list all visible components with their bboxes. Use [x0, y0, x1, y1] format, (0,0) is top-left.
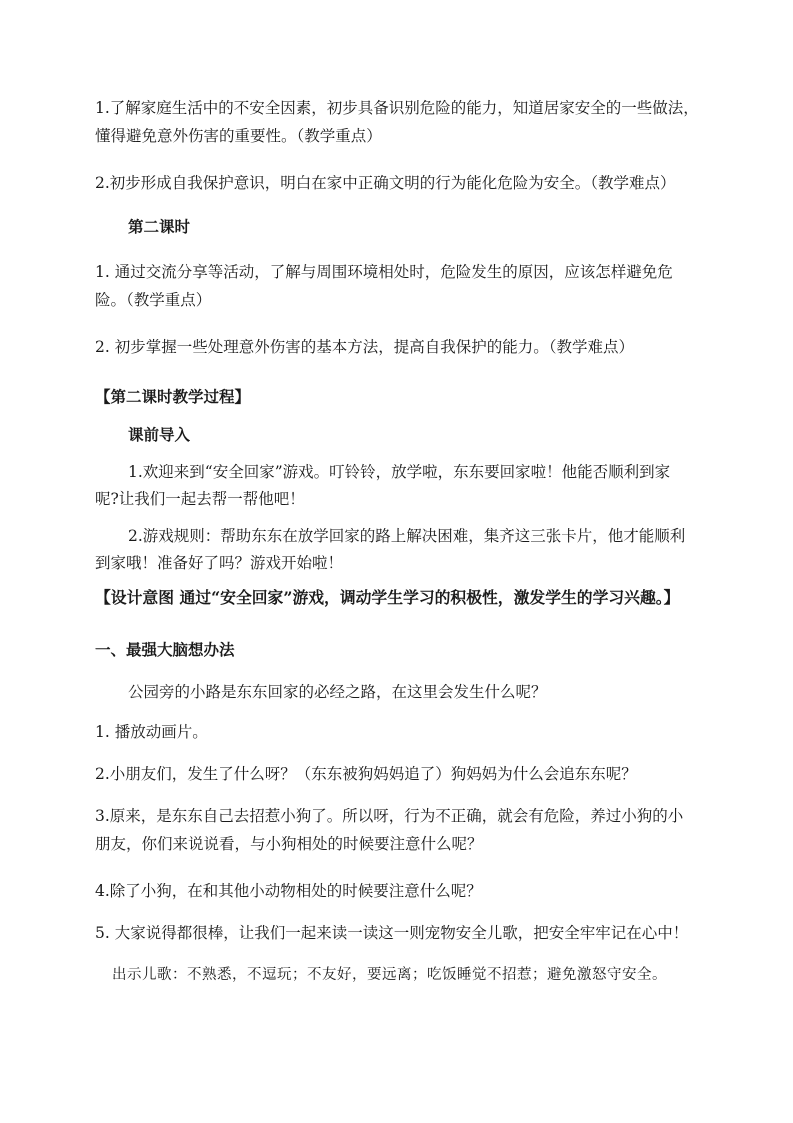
section-1-step-1: 1. 播放动画片。: [95, 723, 208, 741]
lesson-2-heading: 第二课时: [128, 217, 191, 236]
process-heading: 【第二课时教学过程】: [95, 387, 251, 406]
section-1-step-4: 4.除了小狗，在和其他小动物相处的时候要注意什么呢？: [95, 882, 482, 900]
section-1-heading: 一、最强大脑想办法: [95, 640, 235, 659]
section-1-step-2: 2.小朋友们，发生了什么呀？（东东被狗妈妈追了）狗妈妈为什么会追东东呢？: [95, 765, 637, 783]
section-1-step-3-line-1: 3.原来，是东东自己去招惹小狗了。所以呀，行为不正确，就会有危险，养过小狗的小: [95, 807, 684, 825]
section-1-step-3-line-2: 朋友，你们来说说看，与小狗相处的时候要注意什么呢？: [95, 835, 483, 853]
objective-1-1-line-1: 1.了解家庭生活中的不安全因素，初步具备识别危险的能力，知道居家安全的一些做法，: [95, 99, 699, 117]
intro-p1-line-2: 呢?让我们一起去帮一帮他吧！: [95, 490, 305, 508]
rhyme-line: 出示儿歌：不熟悉，不逗玩；不友好，要远离；吃饭睡觉不招惹；避免激怒守安全。: [112, 967, 667, 983]
intro-p1-line-1: 1.欢迎来到“安全回家”游戏。叮铃铃，放学啦，东东要回家啦！他能否顺利到家: [128, 463, 671, 481]
section-1-step-5: 5. 大家说得都很棒，让我们一起来读一读这一则宠物安全儿歌，把安全牢牢记在心中！: [95, 924, 689, 942]
objective-2-2: 2. 初步掌握一些处理意外伤害的基本方法，提高自我保护的能力。（教学难点）: [95, 338, 634, 356]
intro-heading: 课前导入: [128, 425, 191, 444]
section-1-lead: 公园旁的小路是东东回家的必经之路，在这里会发生什么呢？: [128, 683, 547, 701]
design-intent: 【设计意图 通过“安全回家”游戏，调动学生学习的积极性，激发学生的学习兴趣。】: [95, 588, 680, 607]
intro-p2-line-1: 2.游戏规则：帮助东东在放学回家的路上解决困难，集齐这三张卡片，他才能顺利: [128, 527, 686, 545]
objective-1-1-line-2: 懂得避免意外伤害的重要性。（教学重点）: [95, 127, 382, 145]
objective-1-2: 2.初步形成自我保护意识，明白在家中正确文明的行为能化危险为安全。（教学难点）: [95, 174, 676, 192]
objective-2-1-line-2: 险。（教学重点）: [95, 291, 212, 309]
intro-p2-line-2: 到家哦！准备好了吗？游戏开始啦！: [95, 554, 344, 572]
objective-2-1-line-1: 1. 通过交流分享等活动，了解与周围环境相处时，危险发生的原因，应该怎样避免危: [95, 263, 673, 281]
